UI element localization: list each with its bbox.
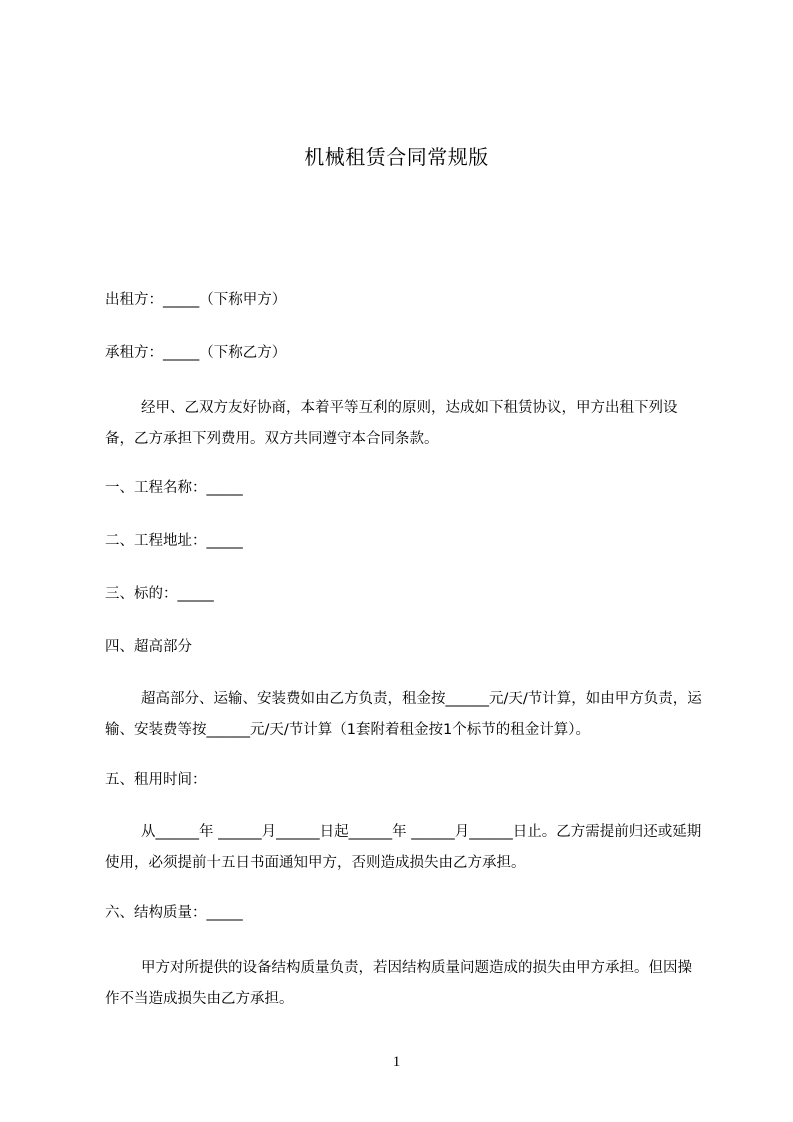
clause-overheight-heading: 四、超高部分 — [105, 639, 192, 655]
clause-structure-quality-body: 甲方对所提供的设备结构质量负责，若因结构质量问题造成的损失由甲方承担。但因操作不当造成损失由乙方承担。 — [105, 960, 692, 1007]
clause-structure-quality-heading: 六、结构质量：_____ — [105, 905, 243, 921]
clause-rental-time-heading: 五、租用时间： — [105, 772, 207, 788]
clause-rental-time-body: 从______年 ______月______日起______年 ______月______日止。乙方需提前归还或延期使用，必须提前十五日书面通知甲方，否则造成损失由乙方承担。 — [105, 824, 702, 871]
preamble-paragraph: 经甲、乙双方友好协商，本着平等互利的原则，达成如下租赁协议，甲方出租下列设备，乙方承担下列费用。双方共同遵守本合同条款。 — [105, 400, 678, 447]
clause-overheight-body: 超高部分、运输、安装费如由乙方负责，租金按______元/天/节计算，如由甲方负责，运输、安装费等按______元/天/节计算（1套附着租金按1个标节的租金计算）。 — [105, 691, 702, 738]
clause-project-name: 一、工程名称：_____ — [105, 480, 243, 496]
clause-project-address: 二、工程地址：_____ — [105, 533, 243, 549]
lessee-line: 承租方：_____（下称乙方） — [105, 345, 287, 361]
lessor-line: 出租方：_____（下称甲方） — [105, 292, 287, 308]
page-number: 1 — [392, 1054, 401, 1070]
document-title: 机械租赁合同常规版 — [304, 145, 489, 169]
clause-subject: 三、标的：_____ — [105, 586, 214, 602]
